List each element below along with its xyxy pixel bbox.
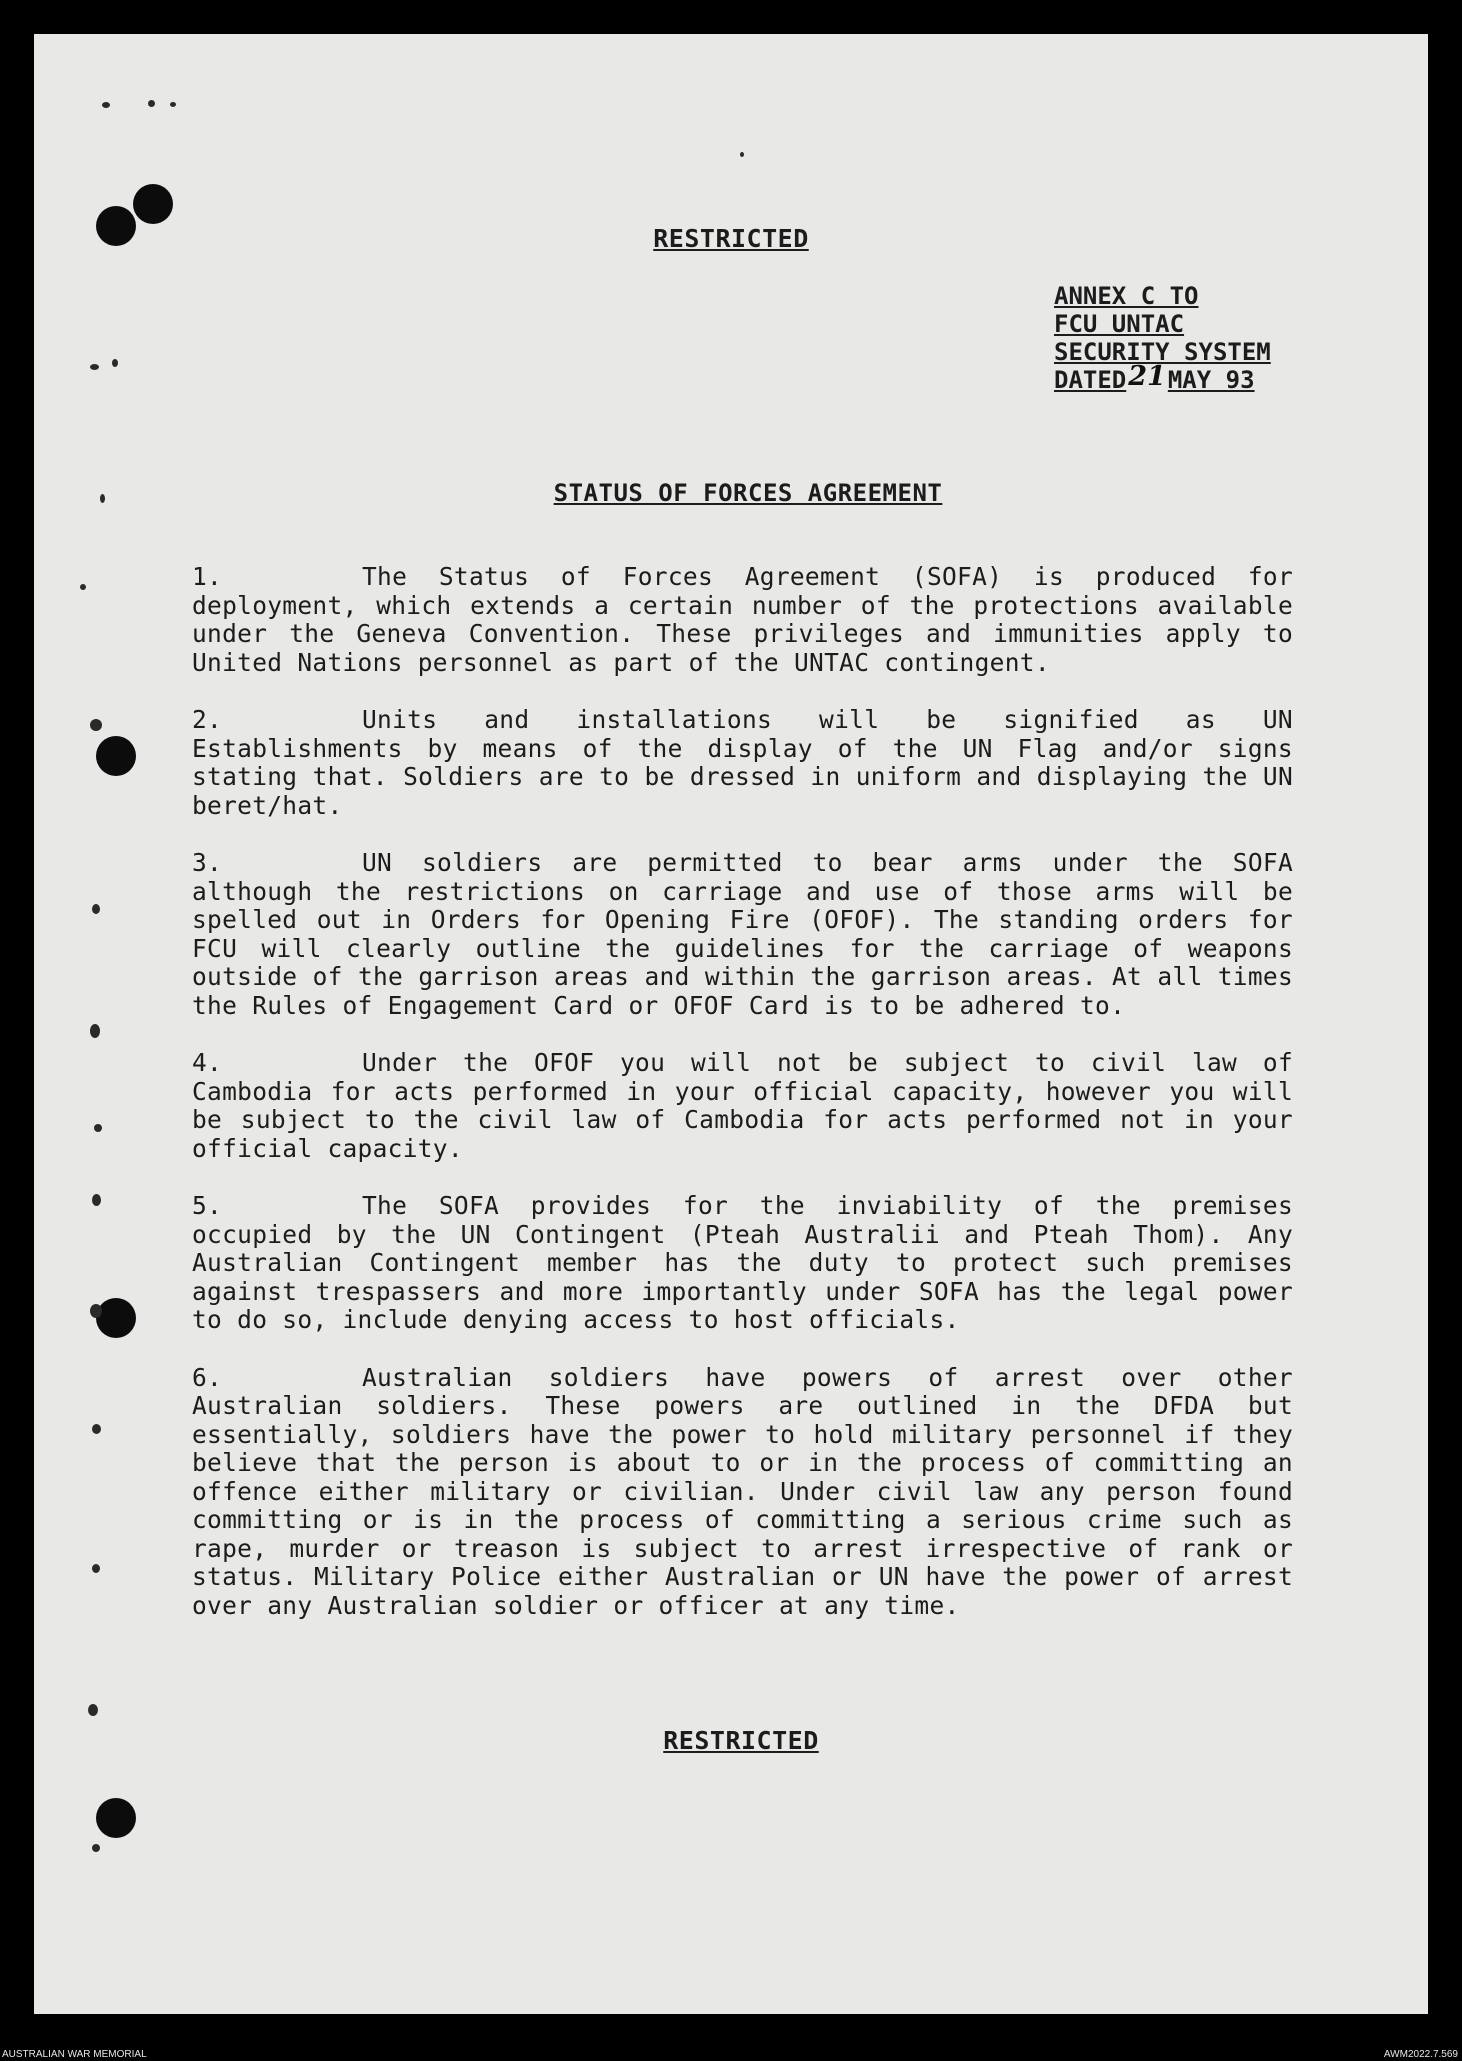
paragraph-number: 2. xyxy=(192,705,223,734)
paragraph xyxy=(192,706,1293,820)
annex-date-prefix: DATED xyxy=(1054,366,1127,394)
classification-footer: RESTRICTED xyxy=(663,1726,819,1755)
annex-line: ANNEX C TO xyxy=(1054,282,1199,310)
punch-hole xyxy=(96,736,136,776)
paragraph xyxy=(192,563,1293,677)
archive-credit: AUSTRALIAN WAR MEMORIAL xyxy=(2,2049,147,2060)
scan-speck xyxy=(148,100,155,107)
paragraph-number: 4. xyxy=(192,1048,223,1077)
handwritten-date: 21 xyxy=(1128,361,1166,392)
paragraph-number: 6. xyxy=(192,1362,223,1392)
classification-header: RESTRICTED xyxy=(653,224,809,253)
paragraph xyxy=(192,849,1293,1020)
scan-speck xyxy=(80,584,86,590)
scan-speck xyxy=(170,102,176,107)
annex-date-line xyxy=(1054,361,1271,394)
scan-speck xyxy=(92,904,100,914)
punch-hole xyxy=(133,184,173,224)
paragraph-text: The SOFA provides for the inviability of the premises occupied by the UN Contingent (Pteah Australii and Pteah Thom). Any Australian Contingent member has the duty to protect such premises against trespassers and more importantly under SOFA has the legal power to do so, include denying access to host officials. xyxy=(192,1191,1293,1334)
annex-date-suffix: MAY 93 xyxy=(1167,366,1255,394)
paragraph-text: Under the OFOF you will not be subject to civil law of Cambodia for acts performed in your official capacity, however you will be subject to the civil law of Cambodia for acts performed not in your official capacity. xyxy=(192,1048,1293,1163)
annex-line: SECURITY SYSTEM xyxy=(1054,338,1271,366)
scan-speck xyxy=(102,102,110,108)
paragraph-text: UN soldiers are permitted to bear arms under the SOFA although the restrictions on carriage and use of those arms will be spelled out in Orders for Opening Fire (OFOF). The standing orders for FCU will clearly outline the guidelines for the carriage of weapons outside of the garrison areas and within the garrison areas. At all times the Rules of Engagement Card or OFOF Card is to be adhered to. xyxy=(192,848,1293,1020)
scan-speck xyxy=(90,719,102,731)
annex-line: FCU UNTAC xyxy=(1054,310,1185,338)
scan-speck xyxy=(92,1564,100,1573)
archive-reference: AWM2022.7.569 xyxy=(1383,2049,1458,2060)
paragraph xyxy=(192,1192,1293,1335)
scan-speck xyxy=(92,1194,101,1206)
scan-speck xyxy=(740,152,744,157)
paragraph xyxy=(192,1049,1293,1163)
scan-speck xyxy=(90,1304,102,1318)
paragraph-text: The Status of Forces Agreement (SOFA) is produced for deployment, which extends a certain number of the protections available under the Geneva Convention. These privileges and immunities apply to United Nations personnel as part of the UNTAC contingent. xyxy=(192,562,1293,677)
paragraph xyxy=(192,1364,1293,1621)
paragraph-number: 3. xyxy=(192,848,223,877)
paragraph-text: Units and installations will be signified as UN Establishments by means of the display of the UN Flag and/or signs stating that. Soldiers are to be dressed in uniform and displaying the UN beret/hat. xyxy=(192,705,1293,820)
punch-hole xyxy=(96,1298,136,1338)
scan-speck xyxy=(90,364,99,370)
document-page xyxy=(34,34,1428,2014)
paragraph-number: 5. xyxy=(192,1191,223,1220)
scan-speck xyxy=(88,1704,98,1716)
document-title: STATUS OF FORCES AGREEMENT xyxy=(553,479,943,507)
paragraph-number: 1. xyxy=(192,562,223,591)
paragraph-text: Australian soldiers have powers of arrest over other Australian soldiers. These powers are outlined in the DFDA but essentially, soldiers have the power to hold military personnel if they believe that the person is about to or in the process of committing an offence either military or civilian. Under civil law any person found committing or is in the process of committing a serious crime such as rape, murder or treason is subject to arrest irrespective of rank or status. Military Police either Australian or UN have the power of arrest over any Australian soldier or officer at any time. xyxy=(192,1362,1293,1620)
scan-speck xyxy=(112,359,118,367)
annex-block xyxy=(1054,282,1271,394)
scan-speck xyxy=(90,1024,100,1038)
scan-speck xyxy=(92,1424,101,1434)
scan-speck xyxy=(92,1844,100,1852)
scan-speck xyxy=(94,1124,102,1132)
document-body xyxy=(192,563,1293,1649)
punch-hole xyxy=(96,1798,136,1838)
